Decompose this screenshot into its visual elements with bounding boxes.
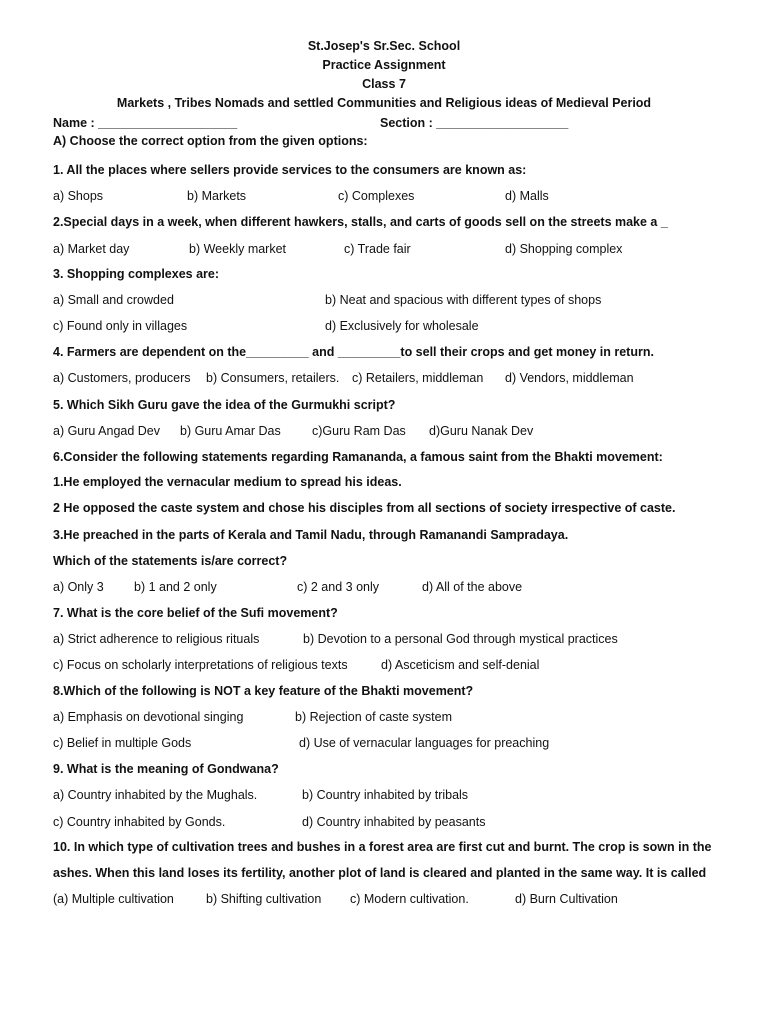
q3-option-a: a) Small and crowded xyxy=(53,293,174,307)
q5-option-a: a) Guru Angad Dev xyxy=(53,424,161,438)
q9-option-d: d) Country inhabited by peasants xyxy=(302,815,486,829)
q5-option-b: b) Guru Amar Das xyxy=(180,424,281,438)
q6-statement-1: 1.He employed the vernacular medium to spread his ideas. xyxy=(53,475,402,489)
q7-option-c: c) Focus on scholarly interpretations of religious texts xyxy=(53,658,348,672)
q10-option-b: b) Shifting cultivation xyxy=(206,892,322,906)
question-9: 9. What is the meaning of Gondwana? xyxy=(53,762,279,776)
q1-option-c: c) Complexes xyxy=(338,189,415,203)
q2-option-c: c) Trade fair xyxy=(344,242,411,256)
q5-option-c: c)Guru Ram Das xyxy=(312,424,406,438)
q1-option-b: b) Markets xyxy=(187,189,247,203)
section-field: Section : ___________________ xyxy=(380,116,569,130)
q7-option-b: b) Devotion to a personal God through mystical practices xyxy=(303,632,618,646)
q5-option-d: d)Guru Nanak Dev xyxy=(429,424,534,438)
q8-option-a: a) Emphasis on devotional singing xyxy=(53,710,244,724)
q9-option-a: a) Country inhabited by the Mughals. xyxy=(53,788,258,802)
class-label: Class 7 xyxy=(362,77,406,91)
q9-option-c: c) Country inhabited by Gonds. xyxy=(53,815,226,829)
question-1: 1. All the places where sellers provide services to the consumers are known as: xyxy=(53,163,527,177)
question-7: 7. What is the core belief of the Sufi movement? xyxy=(53,606,338,620)
section-a-heading: A) Choose the correct option from the given options: xyxy=(53,134,368,148)
q1-option-d: d) Malls xyxy=(505,189,549,203)
q4-option-a: a) Customers, producers xyxy=(53,371,191,385)
q7-option-a: a) Strict adherence to religious rituals xyxy=(53,632,260,646)
q4-option-d: d) Vendors, middleman xyxy=(505,371,634,385)
q6-option-a: a) Only 3 xyxy=(53,580,104,594)
q6-option-d: d) All of the above xyxy=(422,580,523,594)
q8-option-b: b) Rejection of caste system xyxy=(295,710,453,724)
question-4: 4. Farmers are dependent on the_________ and _________to sell their crops and get money in return. xyxy=(53,345,654,359)
topic-title: Markets , Tribes Nomads and settled Communities and Religious ideas of Medieval Period xyxy=(116,96,652,110)
q4-option-c: c) Retailers, middleman xyxy=(352,371,484,385)
q6-ask: Which of the statements is/are correct? xyxy=(53,554,288,568)
q1-option-a: a) Shops xyxy=(53,189,104,203)
question-10-line-1: 10. In which type of cultivation trees and bushes in a forest area are first cut and burnt. The crop is sown in the xyxy=(53,840,712,854)
q2-option-b: b) Weekly market xyxy=(189,242,287,256)
q8-option-c: c) Belief in multiple Gods xyxy=(53,736,192,750)
question-2: 2.Special days in a week, when different hawkers, stalls, and carts of goods sell on the streets make a _ xyxy=(53,215,668,229)
q6-option-c: c) 2 and 3 only xyxy=(297,580,379,594)
q3-option-b: b) Neat and spacious with different types of shops xyxy=(325,293,602,307)
assignment-title: Practice Assignment xyxy=(322,58,446,72)
q3-option-c: c) Found only in villages xyxy=(53,319,188,333)
question-6: 6.Consider the following statements regarding Ramananda, a famous saint from the Bhakti movement: xyxy=(53,450,663,464)
q3-option-d: d) Exclusively for wholesale xyxy=(325,319,479,333)
q10-option-d: d) Burn Cultivation xyxy=(515,892,618,906)
q6-statement-3: 3.He preached in the parts of Kerala and Tamil Nadu, through Ramanandi Sampradaya. xyxy=(53,528,569,542)
question-5: 5. Which Sikh Guru gave the idea of the Gurmukhi script? xyxy=(53,398,396,412)
q6-option-b: b) 1 and 2 only xyxy=(134,580,217,594)
q6-statement-2: 2 He opposed the caste system and chose his disciples from all sections of society irrespective of caste. xyxy=(53,501,676,515)
q10-option-a: (a) Multiple cultivation xyxy=(53,892,174,906)
q9-option-b: b) Country inhabited by tribals xyxy=(302,788,469,802)
question-3: 3. Shopping complexes are: xyxy=(53,267,220,281)
school-name: St.Josep's Sr.Sec. School xyxy=(307,39,461,53)
q2-option-a: a) Market day xyxy=(53,242,130,256)
q7-option-d: d) Asceticism and self-denial xyxy=(381,658,540,672)
q10-option-c: c) Modern cultivation. xyxy=(350,892,469,906)
q2-option-d: d) Shopping complex xyxy=(505,242,623,256)
q4-option-b: b) Consumers, retailers. xyxy=(206,371,340,385)
question-10-line-2: ashes. When this land loses its fertility, another plot of land is cleared and planted in the same way. It is called xyxy=(53,866,707,880)
question-8: 8.Which of the following is NOT a key feature of the Bhakti movement? xyxy=(53,684,474,698)
q8-option-d: d) Use of vernacular languages for preaching xyxy=(299,736,550,750)
name-field: Name : ____________________ xyxy=(53,116,238,130)
